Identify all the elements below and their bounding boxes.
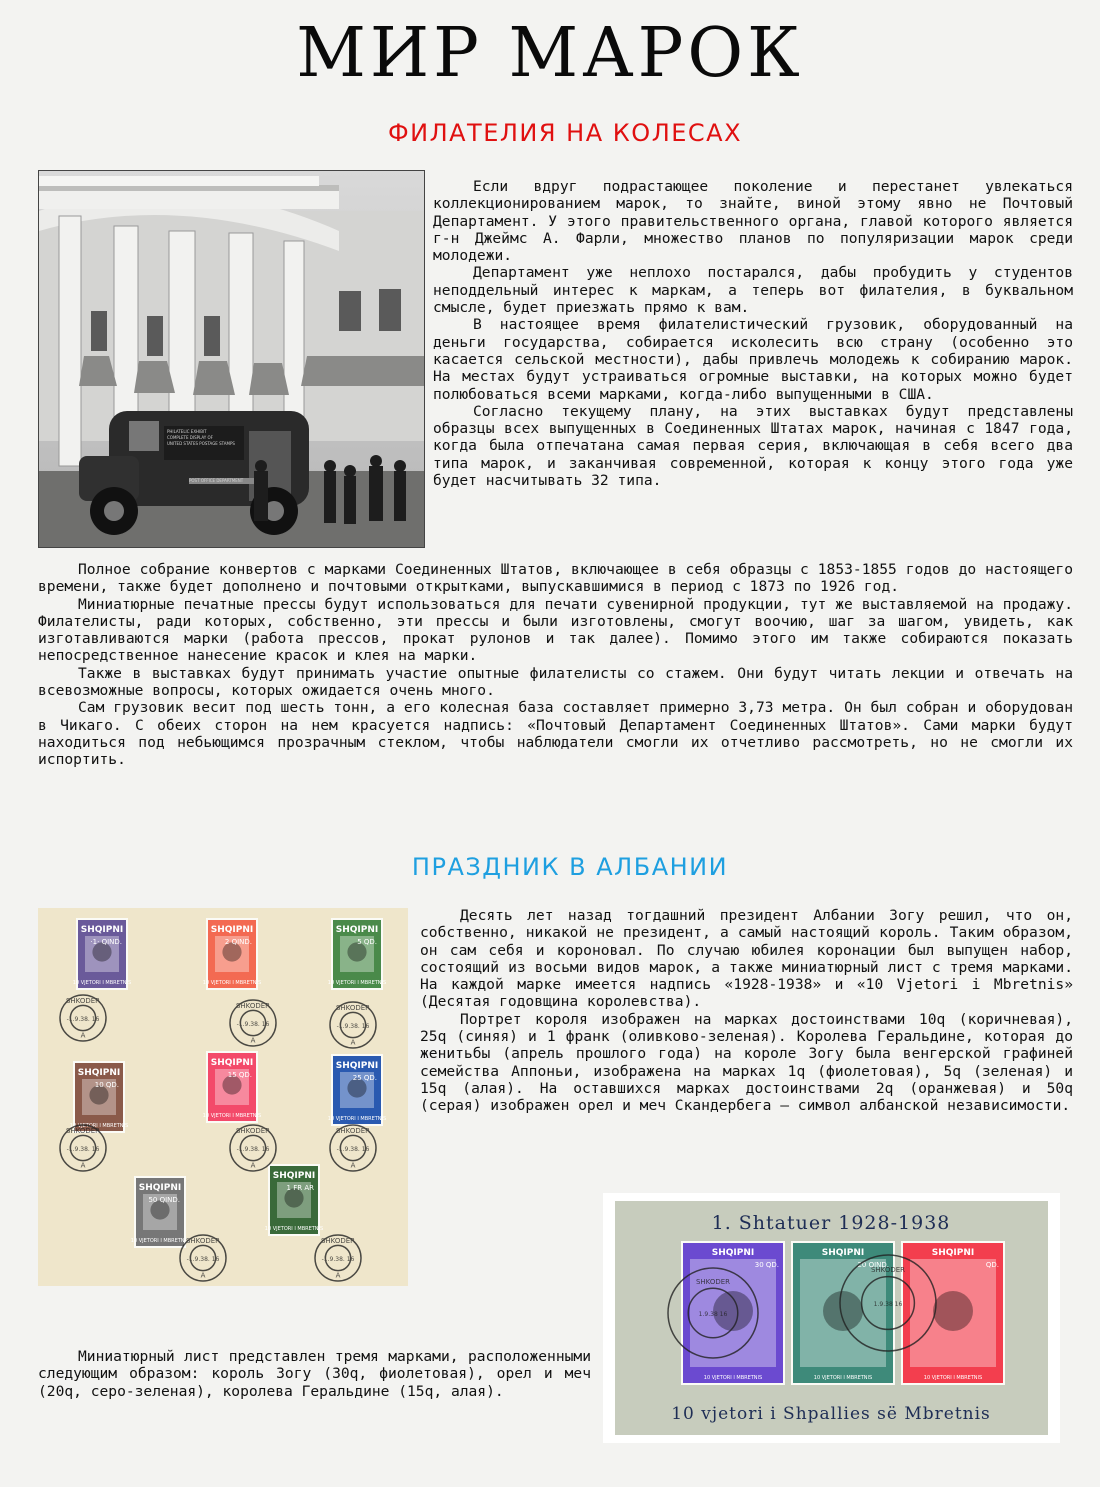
stamp: [791, 1241, 895, 1385]
stamp: [328, 918, 386, 990]
white-house-truck-photo: [38, 170, 425, 548]
paragraph: Департамент уже неплохо постарался, дабы пробудить у студентов неподдельный интерес к маркам, а теперь вот филателия, в буквальном смысле, будет приезжать прямо к вам.: [433, 264, 1073, 317]
paragraph: Сам грузовик весит под шесть тонн, а его колесная база составляет примерно 3,73 метра. Он был собран и оборудован в Чикаго. С обеих сторон на нем красуется надпись: «Почтовый Департамент Соединенных Штатов». Сами марки будут находиться под небьющимся прозрачным стеклом, чтобы наблюдатели смогли их отчетливо рассмотреть, но не смогли их испортить.: [38, 699, 1073, 769]
postmark-city: SHKODER: [235, 1127, 271, 1136]
stamp: [328, 1054, 386, 1126]
stamp-value: 50 QIND.: [148, 1196, 180, 1204]
truck-sign-line-2: COMPLETE DISPLAY OF: [167, 435, 213, 440]
postmark-letter: A: [350, 1038, 356, 1047]
postmark-city: SHKODER: [65, 1127, 101, 1136]
section2-bottom-text: [38, 1348, 591, 1400]
stamp-inscription: 10 VJETORI I MBRETNIS: [703, 1375, 763, 1381]
postmark-date: -1.9.38. 16: [66, 1016, 100, 1023]
postmark-date: -1.9.38. 16: [236, 1146, 270, 1153]
postmark-city: SHKODER: [320, 1237, 356, 1246]
miniature-bottom-text: 10 vjetori i Shpallies së Mbretnis: [671, 1404, 991, 1424]
stamp-inscription: 10 VJETORI I MBRETNIS: [69, 1123, 129, 1129]
stamp: [203, 918, 261, 990]
postmark-date: 1.9.38 16: [873, 1301, 903, 1308]
postmark-letter: A: [250, 1161, 256, 1170]
stamp-country: SHQIPNI: [335, 925, 379, 935]
stamp-country: SHQIPNI: [138, 1183, 182, 1193]
stamp: [131, 1176, 189, 1248]
stamp-value: 15 QD.: [227, 1071, 252, 1079]
stamp-value: 25 QD.: [352, 1074, 377, 1082]
stamp: [681, 1241, 785, 1385]
postmark-letter: A: [80, 1161, 86, 1170]
page-title: МИР МАРОК: [296, 14, 804, 93]
postmark-letter: A: [250, 1036, 256, 1045]
section2-right-text: [420, 907, 1073, 1115]
postmark-letter: A: [80, 1031, 86, 1040]
postmark: [315, 1235, 361, 1281]
stamp-inscription: 10 VJETORI I MBRETNIS: [923, 1375, 983, 1381]
postmark-date: -1.9.38. 16: [336, 1023, 370, 1030]
stamp-inscription: 10 VJETORI I MBRETNIS: [327, 1116, 387, 1122]
stamp: [901, 1241, 1005, 1385]
postmark-city: SHKODER: [65, 997, 101, 1006]
stamp-country: SHQIPNI: [272, 1171, 316, 1181]
postmark: [230, 1125, 276, 1171]
paragraph: Миниатюрный лист представлен тремя марками, расположенными следующим образом: король Зогу (30q, фиолетовая), орел и меч (20q, серо-зеленая), королева Геральдине (15q, алая).: [38, 1348, 591, 1400]
section1-full-text: [38, 561, 1073, 769]
stamp-country: SHQIPNI: [931, 1248, 975, 1258]
postmark: [60, 1125, 106, 1171]
stamp-inscription: 10 VJETORI I MBRETNIS: [813, 1375, 873, 1381]
stamp-country: SHQIPNI: [77, 1068, 121, 1078]
paragraph: Полное собрание конвертов с марками Соединенных Штатов, включающее в себя образцы с 1853-1855 годов до настоящего времени, также будет дополнено и почтовыми открытками, выпускавшимися в период с 1873 по 1926 год.: [38, 561, 1073, 596]
paragraph: Десять лет назад тогдашний президент Албании Зогу решил, что он, собственно, никакой не президент, а самый настоящий король. Таким образом, он сам себя и короновал. По случаю юбилея коронации был выпущен набор, состоящий из восьми видов марок, а также миниатюрный лист с тремя марками. На каждой марке имеется надпись «1928-1938» и «10 Vjetori i Mbretnis» (Десятая годовщина королевства).: [420, 907, 1073, 1011]
stamp-inscription: 10 VJETORI I MBRETNIS: [130, 1238, 190, 1244]
section-heading-albania: ПРАЗДНИК В АЛБАНИИ: [411, 853, 729, 881]
stamp-country: SHQIPNI: [335, 1061, 379, 1071]
postmark-date: -1.9.38. 16: [236, 1021, 270, 1028]
truck-sign-line-1: PHILATELIC EXHIBIT: [167, 429, 207, 434]
stamp-country: SHQIPNI: [711, 1248, 755, 1258]
stamp: [203, 1051, 261, 1123]
postmark-letter: A: [200, 1271, 206, 1280]
stamp-country: SHQIPNI: [210, 925, 254, 935]
postmark-date: -1.9.38. 16: [66, 1146, 100, 1153]
postmark-city: SHKODER: [335, 1004, 371, 1013]
stamp: [70, 1061, 128, 1133]
stamp-value: ·1· QIND.: [90, 938, 122, 946]
postmark-city: SHKODER: [185, 1237, 221, 1246]
postmark-city: SHKODER: [335, 1127, 371, 1136]
postmark-date: 1.9.38 16: [698, 1311, 728, 1318]
section1-right-text: [433, 178, 1073, 489]
postmark-letter: A: [350, 1161, 356, 1170]
truck-sign-line-3: UNITED STATES POSTAGE STAMPS: [167, 441, 235, 446]
postmark-date: -1.9.38. 16: [336, 1146, 370, 1153]
postmark: [330, 1125, 376, 1171]
section-heading-philately: ФИЛАТЕЛИЯ НА КОЛЕСАХ: [387, 119, 743, 147]
stamp-value: QD.: [985, 1261, 999, 1269]
stamp-value: 10 QD.: [94, 1081, 119, 1089]
postmark: [180, 1235, 226, 1281]
postmark-date: -1.9.38. 16: [186, 1256, 220, 1263]
postmark: [230, 1000, 276, 1046]
postmark-date: -1.9.38. 16: [321, 1256, 355, 1263]
paragraph: В настоящее время филателистический грузовик, оборудованный на деньги государства, собирается исколесить всю страну (особенно это касается сельской местности), дабы привлечь молодежь к собиранию марок. На местах будут устраиваться огромные выставки, на которых можно будет полюбоваться всеми марками, когда-либо выпущенными в США.: [433, 316, 1073, 403]
paragraph: Портрет короля изображен на марках достоинствами 10q (коричневая), 25q (синяя) и 1 франк (оливково-зеленая). Королева Геральдине, которая до женитьбы (апрель прошлого года) на короле Зогу была венгерской графиней семейства Аппоньи, изображена на марках 1q (фиолетовая), 5q (зеленая) и 15q (алая). На оставшихся марках достоинствами 2q (оранжевая) и 50q (серая) изображен орел и меч Скандербега – символ албанской независимости.: [420, 1010, 1073, 1115]
stamp-country: SHQIPNI: [210, 1058, 254, 1068]
paragraph: Также в выставках будут принимать участие опытные филателисты со стажем. Они будут читать лекции и отвечать на всевозможные вопросы, которых ожидается очень много.: [38, 664, 1073, 700]
truck-sign-line-4: POST OFFICE DEPARTMENT: [189, 478, 244, 483]
stamp-inscription: 10 VJETORI I MBRETNIS: [202, 980, 262, 986]
stamp-country: SHQIPNI: [80, 925, 124, 935]
stamp-inscription: 10 VJETORI I MBRETNIS: [327, 980, 387, 986]
stamp: [265, 1164, 323, 1236]
albania-stamp-sheet-photo: [38, 908, 408, 1286]
postmark-letter: A: [335, 1271, 341, 1280]
stamp-value: 5 QD.: [357, 938, 377, 946]
stamp-inscription: 10 VJETORI I MBRETNIS: [264, 1226, 324, 1232]
stamp-inscription: 10 VJETORI I MBRETNIS: [202, 1113, 262, 1119]
paragraph: Если вдруг подрастающее поколение и перестанет увлекаться коллекционированием марок, то знайте, виной этому явно не Почтовый Департамент. У этого правительственного органа, главой которого является г-н Джеймс А. Фарли, множество планов по популяризации марок среди молодежи.: [433, 178, 1073, 265]
stamp-value: 1 FR AR: [286, 1184, 314, 1192]
stamp-value: 30 QD.: [754, 1261, 779, 1269]
stamp-value: 2 QIND.: [224, 938, 252, 946]
stamp: [73, 918, 131, 990]
postmark-city: SHKODER: [695, 1277, 731, 1286]
postmark-city: SHKODER: [870, 1265, 906, 1274]
miniature-top-text: 1. Shtatuer 1928-1938: [711, 1212, 951, 1234]
stamp-country: SHQIPNI: [821, 1248, 865, 1258]
miniature-sheet-photo: [603, 1193, 1060, 1443]
paragraph: Миниатюрные печатные прессы будут использоваться для печати сувенирной продукции, тут же выставляемой на продажу. Филателисты, ради которых, собственно, эти прессы и были изготовлены, смогут воочию, шаг за шагом, увидеть, как изготавливаются марки (работа прессов, прокат рулонов и так далее). Помимо этого им также собираются показать непосредственное нанесение красок и клея на марки.: [38, 595, 1073, 665]
stamp-value: 20 QIND.: [857, 1261, 889, 1269]
paragraph: Согласно текущему плану, на этих выставках будут представлены образцы всех выпущенных в Соединенных Штатах марок, начиная с 1847 года, когда была отпечатана самая первая серия, включающая в себя всего два типа марок, и заканчивая современной, которая к концу этого года уже будет насчитывать 32 типа.: [433, 402, 1073, 490]
stamp-inscription: 10 VJETORI I MBRETNIS: [72, 980, 132, 986]
postmark: [330, 1002, 376, 1048]
postmark: [60, 995, 106, 1041]
postmark-city: SHKODER: [235, 1002, 271, 1011]
